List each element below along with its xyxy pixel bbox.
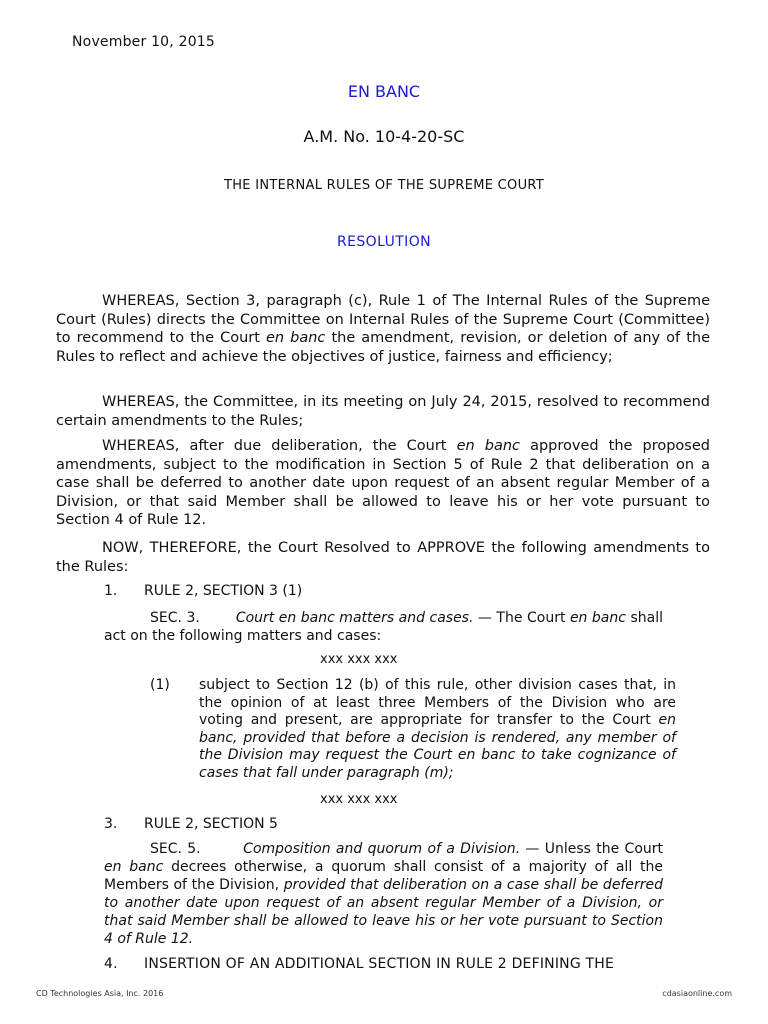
item-label: RULE 2, SECTION 3 (1)	[144, 583, 303, 599]
now-therefore-paragraph: NOW, THEREFORE, the Court Resolved to APPROVE the following amendments to the Rules:	[56, 540, 710, 575]
amendment-item-3	[104, 816, 278, 832]
document-date: November 10, 2015	[72, 34, 216, 50]
resolution-heading: RESOLUTION	[336, 234, 431, 250]
whereas-paragraph-2: WHEREAS, the Committee, in its meeting on July 24, 2015, resolved to recommend certain amendments to the Rules;	[56, 394, 710, 429]
section-5-text: SEC. 5. Composition and quorum of a Division. — Unless the Court en banc decrees otherwise, a quorum shall consist of a majority of all the Members of the Division, provided that deliberation on a case shall be deferred to another date upon request of an absent regular Member of a Division, or that said Member shall be allowed to leave his or her vote pursuant to Section 4 of Rule 12.	[104, 841, 664, 947]
footer-copyright: CD Technologies Asia, Inc. 2016	[36, 989, 164, 998]
amendment-item-4	[104, 956, 663, 972]
whereas-paragraph-3: WHEREAS, after due deliberation, the Court en banc approved the proposed amendments, subject to the modification in Section 5 of Rule 2 that deliberation on a case shall be deferred to another date upon request of an absent regular Member of a Division, or that said Member shall be allowed to leave his or her vote pursuant to Section 4 of Rule 12.	[56, 438, 710, 529]
court-division: EN BANC	[347, 82, 421, 101]
case-number: A.M. No. 10-4-20-SC	[303, 127, 465, 146]
subparagraph-1	[150, 677, 676, 783]
whereas-paragraph-1: WHEREAS, Section 3, paragraph (c), Rule 1 of The Internal Rules of the Supreme Court (Rules) directs the Committee on Internal Rules of the Supreme Court (Committee) to recommend to the Court en banc the amendment, revision, or deletion of any of the Rules to reflect and achieve the objectives of justice, fairness and efficiency;	[56, 293, 710, 365]
item-number: 1.	[104, 583, 118, 599]
omission-marker: xxx xxx xxx	[320, 792, 398, 807]
subparagraph-body: subject to Section 12 (b) of this rule, other division cases that, in the opinion of at least three Members of the Division who are voting and present, are appropriate for transfer to the Court en banc, provided that before a decision is rendered, any member of the Division may request the Court en banc to take cognizance of cases that fall under paragraph (m);	[199, 677, 676, 781]
omission-marker: xxx xxx xxx	[320, 652, 398, 667]
section-3-text: SEC. 3. Court en banc matters and cases. — The Court en banc shall act on the following matters and cases:	[104, 610, 663, 644]
item-label: INSERTION OF AN ADDITIONAL SECTION IN RULE 2 DEFINING THE	[144, 956, 615, 972]
footer-website: cdasiaonline.com	[662, 989, 732, 998]
item-number: 4.	[104, 956, 118, 972]
document-title: THE INTERNAL RULES OF THE SUPREME COURT	[223, 178, 545, 193]
item-label: RULE 2, SECTION 5	[144, 816, 278, 832]
item-number: 3.	[104, 816, 118, 832]
amendment-item-1	[104, 583, 302, 599]
subparagraph-number: (1)	[150, 677, 170, 693]
